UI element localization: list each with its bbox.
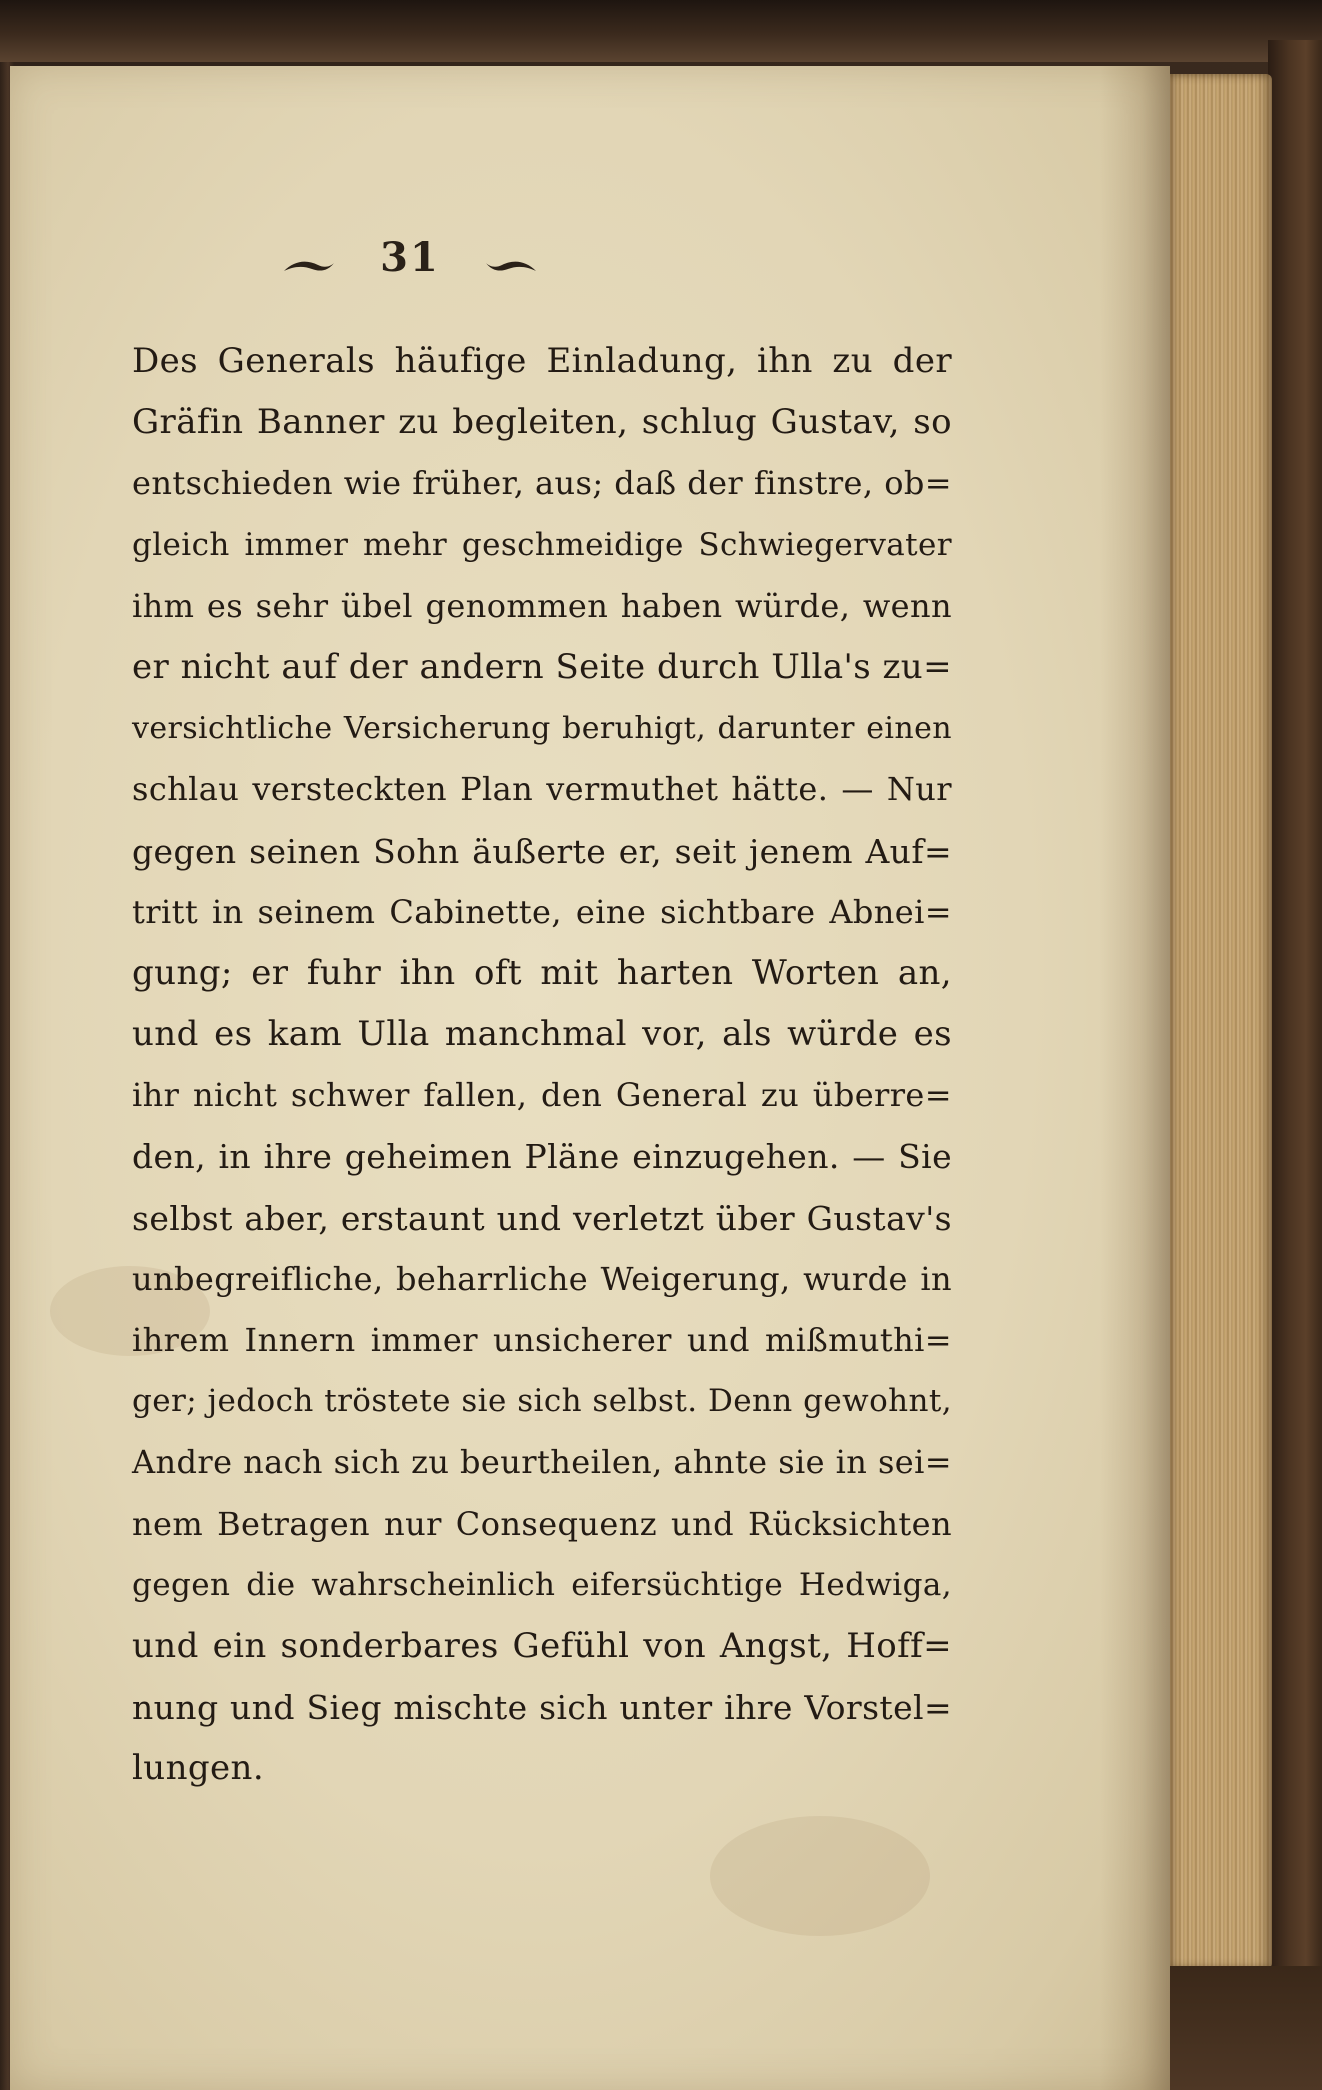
text-line: lungen. [132, 1748, 265, 1789]
text-line: und ein sonderbares Gefühl von Angst, Hoff= [132, 1625, 952, 1666]
text-line: selbst aber, erstaunt und verletzt über Gustav's [132, 1198, 952, 1238]
text-line: Gräfin Banner zu begleiten, schlug Gustav, so [132, 402, 952, 443]
book-top-edge [0, 0, 1322, 62]
page-number: 31 [380, 234, 440, 281]
text-line: gegen die wahrscheinlich eifersüchtige Hedwiga, [132, 1566, 952, 1603]
text-line: nem Betragen nur Consequenz und Rücksichten [132, 1504, 952, 1543]
text-line: entschieden wie früher, aus; daß der finstre, ob= [132, 464, 952, 503]
text-line: ihr nicht schwer fallen, den General zu überre= [132, 1076, 952, 1115]
text-line: nung und Sieg mischte sich unter ihre Vorstel= [132, 1688, 952, 1728]
left-ornament-icon [282, 238, 336, 285]
paper-stain [710, 1816, 930, 1936]
text-line: tritt in seinem Cabinette, eine sichtbare Abnei= [132, 892, 952, 931]
text-line: Des Generals häufige Einladung, ihn zu der [132, 341, 952, 381]
text-line: Andre nach sich zu beurtheilen, ahnte sie in sei= [132, 1443, 952, 1482]
book-cover-edge [1268, 40, 1322, 2090]
text-line: gegen seinen Sohn äußerte er, seit jenem Auf= [132, 831, 952, 871]
right-ornament-icon [484, 238, 538, 285]
page-fore-edge [1168, 74, 1272, 1969]
text-line: versichtliche Versicherung beruhigt, darunter einen [132, 711, 952, 747]
text-line: schlau versteckten Plan vermuthet hätte. — Nur [132, 770, 952, 809]
text-line: gleich immer mehr geschmeidige Schwiegervater [132, 526, 952, 563]
text-line: den, in ihre geheimen Pläne einzugehen. — Sie [132, 1137, 952, 1177]
body-text [132, 331, 952, 1800]
text-line: ihrem Innern immer unsicherer und mißmuthi= [132, 1321, 952, 1359]
text-line: ihm es sehr übel genommen haben würde, wenn [132, 586, 952, 625]
book-cover-corner [1168, 1966, 1322, 2090]
text-line: ger; jedoch tröstete sie sich selbst. Denn gewohnt, [132, 1383, 952, 1420]
text-line: und es kam Ulla manchmal vor, als würde es [132, 1014, 952, 1055]
book-page [10, 66, 1170, 2090]
text-line: gung; er fuhr ihn oft mit harten Worten an, [132, 952, 952, 993]
text-line: er nicht auf der andern Seite durch Ulla's zu= [132, 646, 952, 687]
text-line: unbegreifliche, beharrliche Weigerung, wurde in [132, 1259, 952, 1298]
page-number-header [0, 234, 990, 285]
